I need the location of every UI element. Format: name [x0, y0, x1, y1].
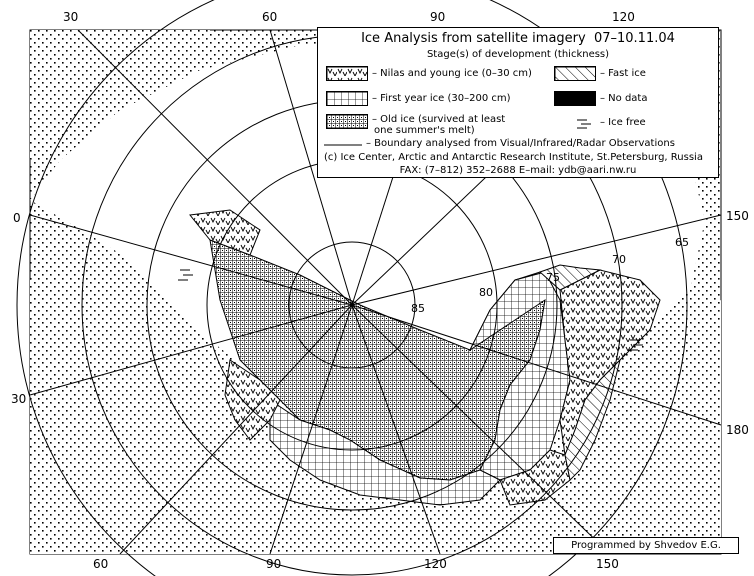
tick-left-0: 0: [13, 211, 21, 225]
swatch-fast-ice: [554, 66, 596, 81]
legend-label-fast-ice: – Fast ice: [600, 68, 646, 79]
boundary-line-icon: [324, 143, 364, 147]
lat-label-85: 85: [411, 302, 425, 315]
programmed-by-label: Programmed by Shvedov E.G.: [553, 537, 739, 554]
tick-top-90: 90: [430, 10, 446, 24]
tick-bottom-60: 60: [93, 557, 109, 571]
tick-right-150: 150: [726, 209, 749, 223]
swatch-first-year: [326, 91, 368, 106]
legend-label-boundary: – Boundary analysed from Visual/Infrared/Radar Observations: [366, 138, 675, 149]
map-title: [318, 31, 718, 46]
tick-top-30: 30: [63, 10, 79, 24]
legend-label-first-year: – First year ice (30–200 cm): [372, 93, 511, 104]
lat-label-75: 75: [546, 271, 560, 284]
swatch-no-data: [554, 91, 596, 106]
swatch-old-ice: [326, 114, 368, 129]
credit-line: (c) Ice Center, Arctic and Antarctic Research Institute, St.Petersburg, Russia: [324, 152, 703, 163]
lat-label-65: 65: [675, 236, 689, 249]
tick-bottom-150: 150: [596, 557, 619, 571]
tick-top-120: 120: [612, 10, 635, 24]
legend-heading: Stage(s) of development (thickness): [426, 49, 610, 60]
legend-label-no-data: – No data: [600, 93, 648, 104]
legend-label-old-ice: [372, 114, 505, 136]
map-title-text: Ice Analysis from satellite imagery: [361, 31, 586, 46]
legend-label-old-ice-line1: – Old ice (survived at least: [372, 114, 506, 125]
legend-label-old-ice-line2: one summer's melt): [374, 125, 475, 136]
tick-left-30: 30: [11, 392, 27, 406]
lat-label-80: 80: [479, 286, 493, 299]
swatch-nilas: [326, 66, 368, 81]
legend-label-ice-free: – Ice free: [600, 117, 646, 128]
map-date: 07–10.11.04: [593, 31, 675, 46]
tick-bottom-120: 120: [424, 557, 447, 571]
legend-label-nilas: – Nilas and young ice (0–30 cm): [372, 68, 532, 79]
lat-label-70: 70: [612, 253, 626, 266]
tick-bottom-90: 90: [266, 557, 282, 571]
tick-top-60: 60: [262, 10, 278, 24]
tick-right-180: 180: [726, 423, 749, 437]
ice-free-symbol-icon: [575, 117, 597, 131]
legend-panel: [317, 27, 719, 178]
contact-line: FAX: (7–812) 352–2688 E–mail: ydb@aari.nw.ru: [399, 165, 637, 176]
